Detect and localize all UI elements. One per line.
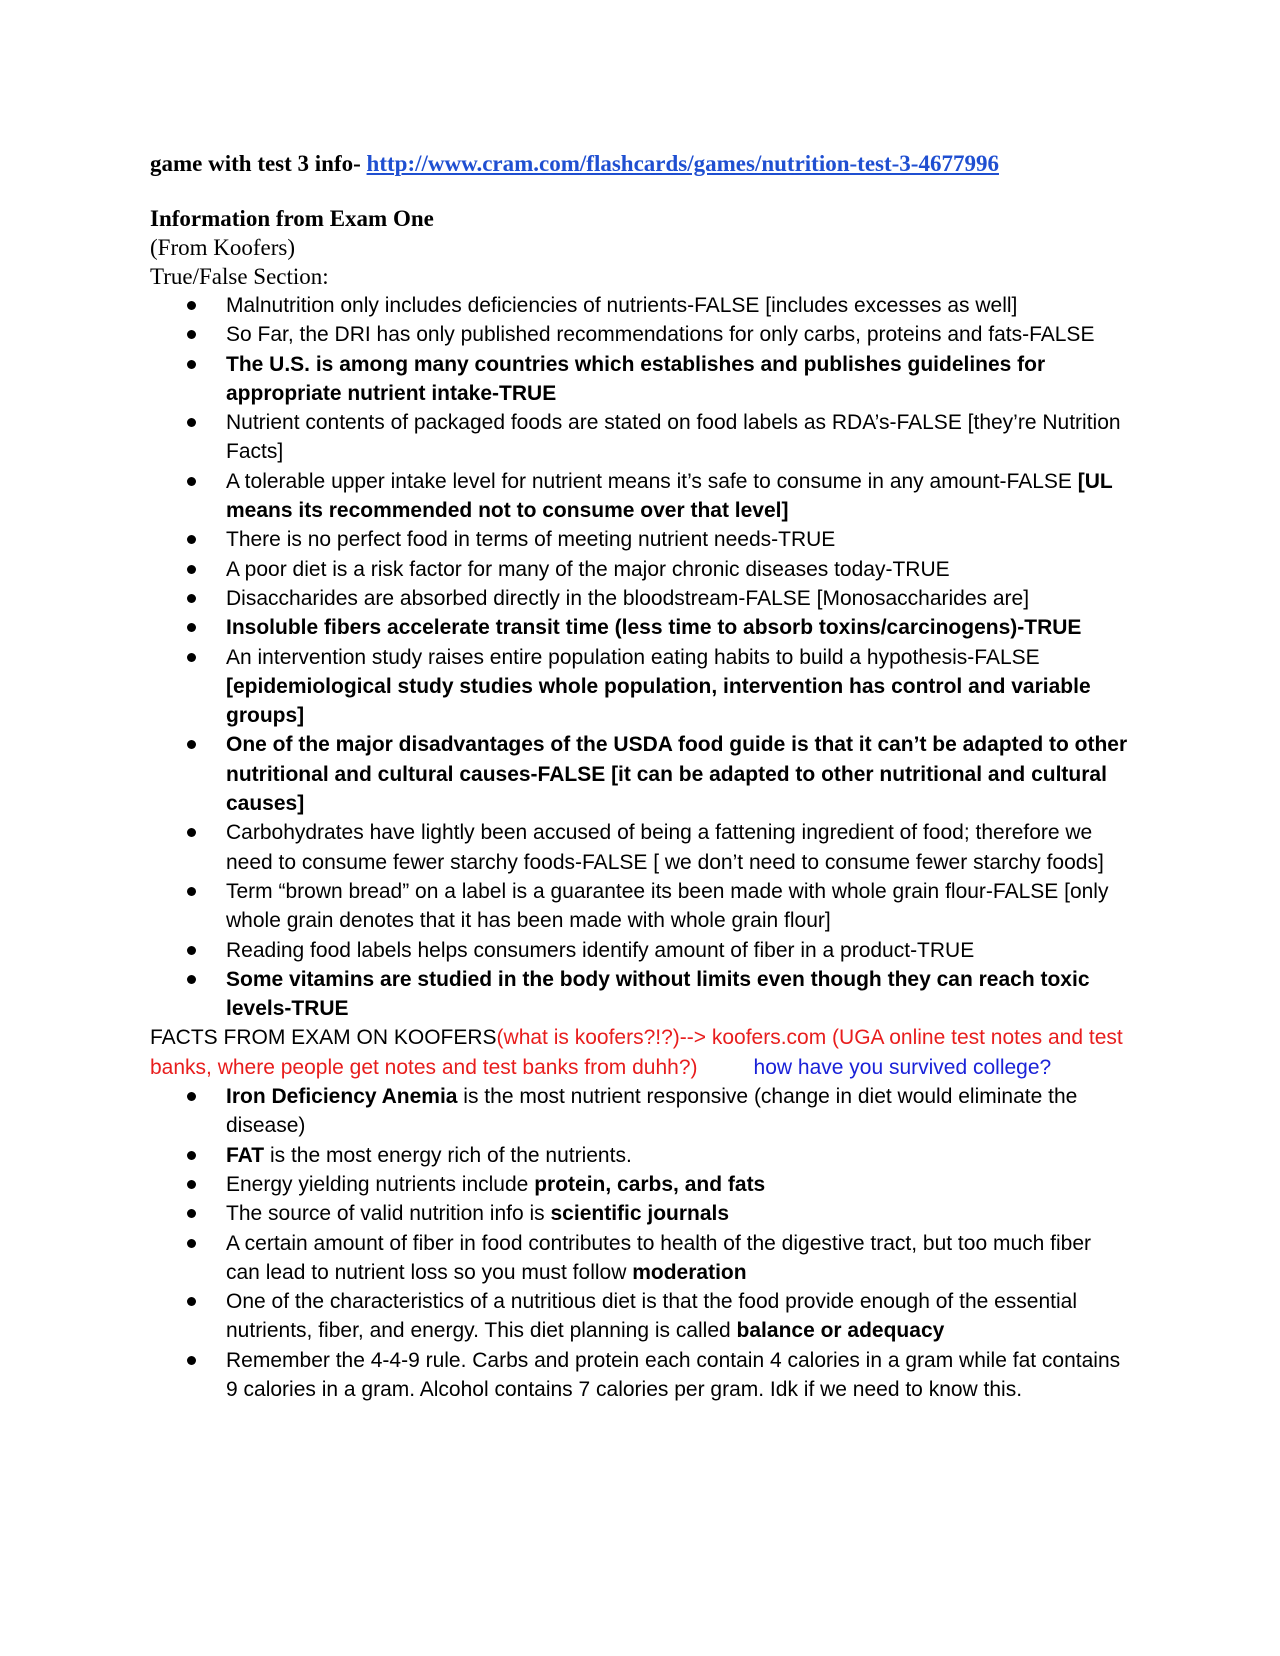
list-item: Remember the 4-4-9 rule. Carbs and protein each contain 4 calories in a gram while fat contains 9 calories in a gram. Alcohol contains 7 calories per gram. Idk if we need to know this. bbox=[226, 1346, 1130, 1405]
list-item: A tolerable upper intake level for nutrient means it’s safe to consume in any amount-FALSE [UL means its recommended not to consume over that level] bbox=[226, 467, 1130, 526]
list-item: Carbohydrates have lightly been accused of being a fattening ingredient of food; therefore we need to consume fewer starchy foods-FALSE [ we don’t need to consume fewer starchy foods] bbox=[226, 818, 1130, 877]
koofers-note: (what is koofers?!?)--> koofers.com (UGA online test notes and test banks, where people get notes and test banks from duhh?) bbox=[150, 1026, 1123, 1079]
list-item: Nutrient contents of packaged foods are stated on food labels as RDA’s-FALSE [they’re Nutrition Facts] bbox=[226, 408, 1130, 467]
list-item: The U.S. is among many countries which establishes and publishes guidelines for appropriate nutrient intake-TRUE bbox=[226, 350, 1130, 409]
facts-list bbox=[150, 1082, 1130, 1404]
list-item: Malnutrition only includes deficiencies of nutrients-FALSE [includes excesses as well] bbox=[226, 291, 1130, 320]
list-item: A certain amount of fiber in food contributes to health of the digestive tract, but too much fiber can lead to nutrient loss so you must follow moderation bbox=[226, 1229, 1130, 1288]
exam-one-source: (From Koofers) bbox=[150, 235, 295, 260]
game-link-prefix: game with test 3 info- bbox=[150, 151, 367, 176]
exam-one-title: Information from Exam One bbox=[150, 206, 434, 231]
list-item: The source of valid nutrition info is scientific journals bbox=[226, 1199, 1130, 1228]
list-item: One of the characteristics of a nutritious diet is that the food provide enough of the essential nutrients, fiber, and energy. This diet planning is called balance or adequacy bbox=[226, 1287, 1130, 1346]
list-item: Some vitamins are studied in the body without limits even though they can reach toxic levels-TRUE bbox=[226, 965, 1130, 1024]
list-item: A poor diet is a risk factor for many of the major chronic diseases today-TRUE bbox=[226, 555, 1130, 584]
list-item: One of the major disadvantages of the USDA food guide is that it can’t be adapted to other nutritional and cultural causes-FALSE [it can be adapted to other nutritional and cultural causes] bbox=[226, 730, 1130, 818]
list-item: So Far, the DRI has only published recommendations for only carbs, proteins and fats-FALSE bbox=[226, 320, 1130, 349]
list-item: Iron Deficiency Anemia is the most nutrient responsive (change in diet would eliminate the disease) bbox=[226, 1082, 1130, 1141]
cram-link[interactable]: http://www.cram.com/flashcards/games/nutrition-test-3-4677996 bbox=[366, 151, 999, 176]
list-item: Energy yielding nutrients include protein, carbs, and fats bbox=[226, 1170, 1130, 1199]
list-item: Insoluble fibers accelerate transit time (less time to absorb toxins/carcinogens)-TRUE bbox=[226, 613, 1130, 642]
list-item: There is no perfect food in terms of meeting nutrient needs-TRUE bbox=[226, 525, 1130, 554]
list-item: Reading food labels helps consumers identify amount of fiber in a product-TRUE bbox=[226, 936, 1130, 965]
true-false-list bbox=[150, 291, 1130, 1023]
list-item: An intervention study raises entire population eating habits to build a hypothesis-FALSE [epidemiological study studies whole population, intervention has control and variable groups] bbox=[226, 643, 1130, 731]
game-link-line bbox=[150, 148, 1130, 180]
list-item: Disaccharides are absorbed directly in the bloodstream-FALSE [Monosaccharides are] bbox=[226, 584, 1130, 613]
true-false-section-label: True/False Section: bbox=[150, 264, 329, 289]
list-item: Term “brown bread” on a label is a guarantee its been made with whole grain flour-FALSE [only whole grain denotes that it has been made with whole grain flour] bbox=[226, 877, 1130, 936]
list-item: FAT is the most energy rich of the nutrients. bbox=[226, 1141, 1130, 1170]
survived-college-note: how have you survived college? bbox=[753, 1055, 1052, 1079]
facts-heading bbox=[150, 1023, 1130, 1082]
facts-label: FACTS FROM EXAM ON KOOFERS bbox=[150, 1026, 497, 1050]
